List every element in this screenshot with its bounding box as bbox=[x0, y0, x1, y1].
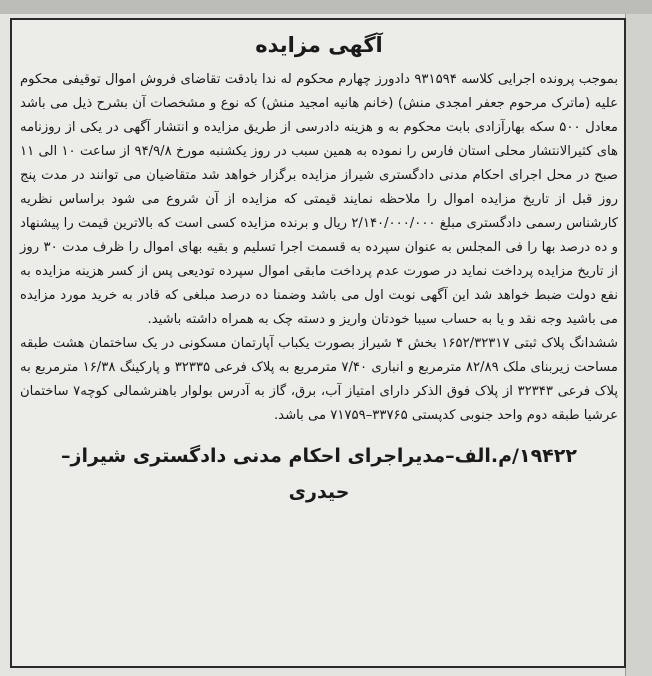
signer-line: ۱۹۴۲۲/م.الف–مدیراجرای احکام مدنی دادگستری شیراز– bbox=[61, 445, 577, 467]
adjacent-column-edge bbox=[625, 14, 652, 676]
notice-paragraph-2: ششدانگ پلاک ثبتی ۱۶۵۲/۳۲۳۱۷ بخش ۴ شیراز بصورت یکباب آپارتمان مسکونی در یک ساختمان هشت طبقه مساحت زیربنای ملک ۸۲/۸۹ مترمربع و انباری ۷/۴۰ مترمربع به پلاک فرعی ۳۲۳۳۵ و پارکینگ ۱۶/۳۸ مترمربع به پلاک فرعی ۳۲۳۴۳ از پلاک فوق الذکر دارای امتیاز آب، برق، گاز به آدرس بولوار باهنرشمالی کوچه۷ ساختمان عرشیا طبقه دوم واحد جنوبی کدپستی ۳۳۷۶۵–۷۱۷۵۹ می باشد. bbox=[20, 336, 618, 423]
signer-name: حیدری bbox=[288, 481, 350, 503]
notice-content bbox=[20, 26, 618, 510]
notice-body bbox=[20, 68, 618, 428]
notice-title: آگهی مزایده bbox=[255, 33, 383, 57]
top-strip bbox=[0, 0, 652, 14]
notice-paragraph-1: بموجب پرونده اجرایی کلاسه ۹۳۱۵۹۴ دادورز چهارم محکوم له ندا بادقت تقاضای فروش اموال توقیفی محکوم علیه (ماترک مرحوم جعفر امجدی منش) (خانم هانیه امجید منش) که نوع و مشخصات آن بشرح ذیل می باشد معادل ۵۰۰ سکه بهارآزادی بابت محکوم به و هزینه دادرسی از طریق مزایده و انتشار آگهی در یکی از روزنامه های کثیرالانتشار محلی استان فارس را نموده به همین سبب در روز یکشنبه مورخ ۹۴/۹/۸ از ساعت ۱۰ الی ۱۱ صبح در محل اجرای احکام مدنی دادگستری شیراز مزایده برگزار خواهد شد متقاضیان می توانند در مدت پنج روز قبل از تاریخ مزایده اموال را ملاحظه نمایند قیمتی که مزایده از آن شروع می شود براساس نظریه کارشناس رسمی دادگستری مبلغ ۲/۱۴۰/۰۰۰/۰۰۰ ریال و برنده مزایده کسی است که بالاترین قیمت را پیشنهاد و ده درصد بها را فی المجلس به عنوان سپرده به قسمت اجرا تسلیم و بقیه بهای اموال را ظرف مدت ۳۰ روز از تاریخ مزایده پرداخت نماید در صورت عدم پرداخت مابقی اموال سپرده تودیعی پس از کسر هزینه مزایده به نفع دولت ضبط خواهد شد این آگهی نوبت اول می باشد وضمنا ده درصد مبلغی که قادر به خرید مورد مزایده می باشید وجه نقد و یا به حساب سیبا خودتان واریز و دسته چک به همراه داشته باشید. bbox=[20, 72, 619, 327]
notice-footer bbox=[20, 438, 618, 510]
